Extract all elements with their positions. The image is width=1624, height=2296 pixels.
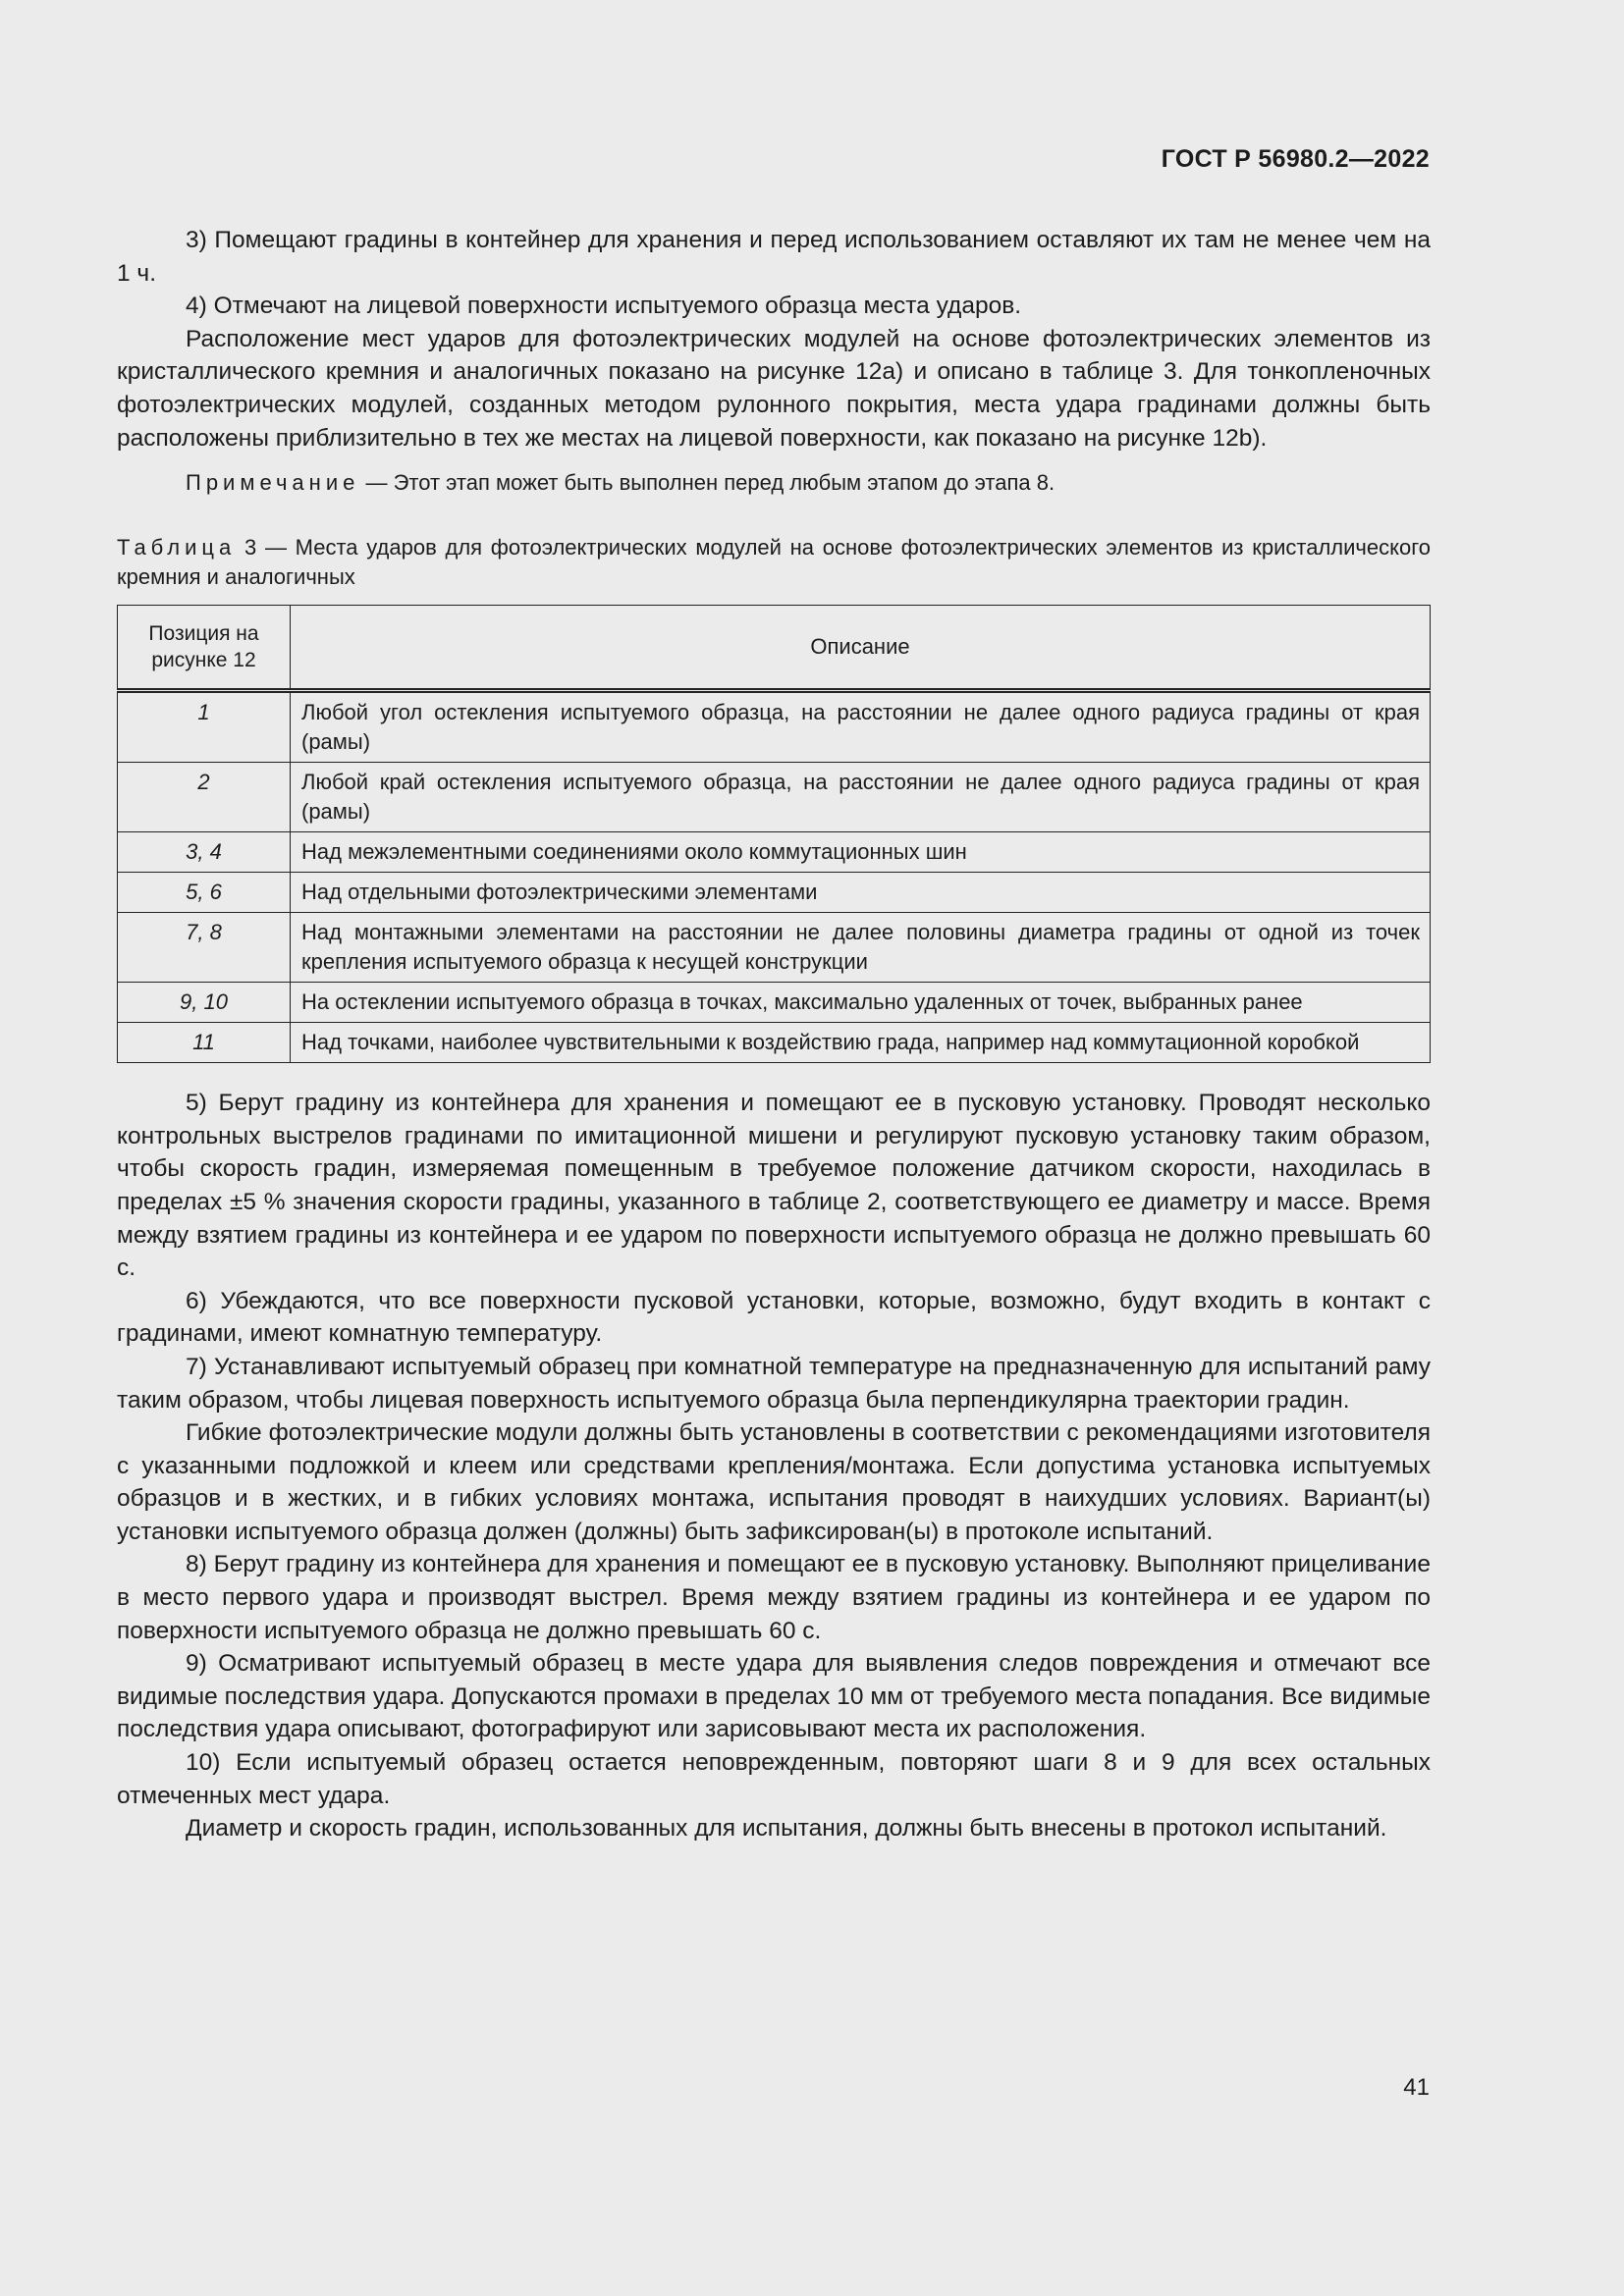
cell-position: 7, 8: [118, 913, 291, 983]
cell-description: Над точками, наиболее чувствительными к воздействию града, например над коммутационной коробкой: [291, 1023, 1431, 1063]
cell-position: 11: [118, 1023, 291, 1063]
cell-position: 9, 10: [118, 983, 291, 1023]
table-caption-label: Таблица: [117, 535, 237, 561]
cell-description: Над межэлементными соединениями около коммутационных шин: [291, 832, 1431, 873]
paragraph: Расположение мест ударов для фотоэлектрических модулей на основе фотоэлектрических элементов из кристаллического кремния и аналогичных показано на рисунке 12а) и описано в таблице 3. Для тонкопленочных фотоэлектрических модулей, созданных методом рулонного покрытия, места удара градинами должны быть расположены приблизительно в тех же местах на лицевой поверхности, как показано на рисунке 12b).: [117, 325, 1431, 452]
impact-locations-table: [117, 605, 1431, 1063]
cell-description: Любой угол остекления испытуемого образца, на расстоянии не далее одного радиуса градины от края (рамы): [291, 691, 1431, 763]
table-row: [118, 763, 1431, 832]
paragraph: 10) Если испытуемый образец остается неповрежденным, повторяют шаги 8 и 9 для всех остальных отмеченных мест удара.: [117, 1749, 1431, 1809]
column-header-position: Позиция на рисунке 12: [118, 606, 291, 691]
table-row: [118, 913, 1431, 983]
column-header-description: Описание: [291, 606, 1431, 691]
table-row: [118, 1023, 1431, 1063]
document-id: ГОСТ Р 56980.2—2022: [1161, 145, 1430, 173]
note-label: Примечание: [186, 470, 360, 496]
table-caption-text: 3 — Места ударов для фотоэлектрических модулей на основе фотоэлектрических элементов из кристаллического кремния и аналогичных: [117, 535, 1431, 590]
note-text: — Этот этап может быть выполнен перед любым этапом до этапа 8.: [359, 470, 1056, 496]
table-row: [118, 691, 1431, 763]
paragraph: 8) Берут градину из контейнера для хранения и помещают ее в пусковую установку. Выполняют прицеливание в место первого удара и производят выстрел. Время между взятием градины из контейнера и ее ударом по поверхности испытуемого образца не должно превышать 60 с.: [117, 1551, 1431, 1644]
note: [117, 468, 1431, 498]
paragraph: 3) Помещают градины в контейнер для хранения и перед использованием оставляют их там не менее чем на 1 ч.: [117, 227, 1431, 287]
cell-position: 3, 4: [118, 832, 291, 873]
cell-position: 1: [118, 691, 291, 763]
table-row: [118, 873, 1431, 913]
table-header-row: [118, 606, 1431, 691]
cell-description: Над отдельными фотоэлектрическими элементами: [291, 873, 1431, 913]
cell-description: Над монтажными элементами на расстоянии не далее половины диаметра градины от одной из точек крепления испытуемого образца к несущей конструкции: [291, 913, 1431, 983]
cell-description: На остеклении испытуемого образца в точках, максимально удаленных от точек, выбранных ранее: [291, 983, 1431, 1023]
paragraph: 9) Осматривают испытуемый образец в месте удара для выявления следов повреждения и отмечают все видимые последствия удара. Допускаются промахи в пределах 10 мм от требуемого места попадания. Все видимые последствия удара описывают, фотографируют или зарисовывают места их расположения.: [117, 1650, 1431, 1743]
page-number: 41: [1403, 2074, 1430, 2101]
paragraph: 4) Отмечают на лицевой поверхности испытуемого образца места ударов.: [186, 293, 1022, 320]
cell-position: 5, 6: [118, 873, 291, 913]
paragraph: 7) Устанавливают испытуемый образец при комнатной температуре на предназначенную для испытаний раму таким образом, чтобы лицевая поверхность испытуемого образца была перпендикулярна траектории градин.: [117, 1353, 1431, 1414]
cell-description: Любой край остекления испытуемого образца, на расстоянии не далее одного радиуса градины от края (рамы): [291, 763, 1431, 832]
paragraphs-after-table: [117, 1087, 1431, 1845]
table-row: [118, 832, 1431, 873]
table-caption: [117, 533, 1431, 592]
paragraph: 5) Берут градину из контейнера для хранения и помещают ее в пусковую установку. Проводят несколько контрольных выстрелов градинами по имитационной мишени и регулируют пусковую установку таким образом, чтобы скорость градин, измеряемая помещенным в требуемое положение датчиком скорости, находилась в пределах ±5 % значения скорости градины, указанного в таблице 2, соответствующего ее диаметру и массе. Время между взятием градины из контейнера и ее ударом по поверхности испытуемого образца не должно превышать 60 с.: [117, 1090, 1431, 1282]
paragraph: Гибкие фотоэлектрические модули должны быть установлены в соответствии с рекомендациями изготовителя с указанными подложкой и клеем или средствами крепления/монтажа. Если допустима установка испытуемых образцов и в жестких, и в гибких условиях монтажа, испытания проводят в наихудших условиях. Вариант(ы) установки испытуемого образца должен (должны) быть зафиксирован(ы) в протоколе испытаний.: [117, 1419, 1431, 1545]
cell-position: 2: [118, 763, 291, 832]
paragraph: 6) Убеждаются, что все поверхности пусковой установки, которые, возможно, будут входить в контакт с градинами, имеют комнатную температуру.: [117, 1287, 1431, 1348]
table-row: [118, 983, 1431, 1023]
paragraph: Диаметр и скорость градин, использованных для испытания, должны быть внесены в протокол испытаний.: [186, 1815, 1387, 1842]
page-content: [117, 224, 1431, 1845]
